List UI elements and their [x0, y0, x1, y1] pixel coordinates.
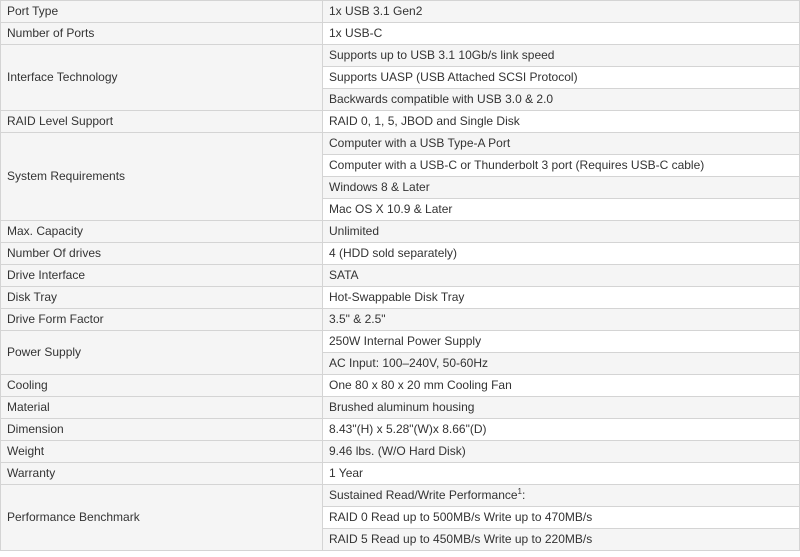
spec-label: Interface Technology — [1, 45, 323, 111]
spec-value: 250W Internal Power Supply — [323, 331, 800, 353]
table-row — [1, 397, 800, 419]
spec-value: 1x USB-C — [323, 23, 800, 45]
spec-value: 3.5" & 2.5" — [323, 309, 800, 331]
table-row — [1, 419, 800, 441]
spec-label: Number Of drives — [1, 243, 323, 265]
table-row — [1, 331, 800, 353]
footnote-suffix: : — [522, 488, 526, 502]
footnote-marker: 1 — [517, 487, 522, 496]
table-row — [1, 309, 800, 331]
table-row — [1, 243, 800, 265]
spec-table-body — [1, 1, 800, 551]
spec-value: Hot-Swappable Disk Tray — [323, 287, 800, 309]
spec-value: 1 Year — [323, 463, 800, 485]
table-row — [1, 23, 800, 45]
spec-value-text: Sustained Read/Write Performance — [329, 488, 518, 502]
spec-value: Computer with a USB-C or Thunderbolt 3 port (Requires USB-C cable) — [323, 155, 800, 177]
table-row — [1, 133, 800, 155]
table-row — [1, 485, 800, 507]
spec-label: Cooling — [1, 375, 323, 397]
spec-value: Supports up to USB 3.1 10Gb/s link speed — [323, 45, 800, 67]
table-row — [1, 375, 800, 397]
table-row — [1, 1, 800, 23]
table-row — [1, 463, 800, 485]
spec-value: Backwards compatible with USB 3.0 & 2.0 — [323, 89, 800, 111]
spec-label: Drive Interface — [1, 265, 323, 287]
spec-value: Computer with a USB Type-A Port — [323, 133, 800, 155]
spec-label: Disk Tray — [1, 287, 323, 309]
spec-value: Supports UASP (USB Attached SCSI Protocol) — [323, 67, 800, 89]
spec-label: Material — [1, 397, 323, 419]
spec-value: 9.46 lbs. (W/O Hard Disk) — [323, 441, 800, 463]
spec-label: System Requirements — [1, 133, 323, 221]
table-row — [1, 287, 800, 309]
spec-value: Mac OS X 10.9 & Later — [323, 199, 800, 221]
table-row — [1, 221, 800, 243]
spec-value: 8.43"(H) x 5.28"(W)x 8.66"(D) — [323, 419, 800, 441]
spec-label: Port Type — [1, 1, 323, 23]
spec-value: AC Input: 100–240V, 50-60Hz — [323, 353, 800, 375]
spec-label: Max. Capacity — [1, 221, 323, 243]
spec-value: 4 (HDD sold separately) — [323, 243, 800, 265]
spec-label: Weight — [1, 441, 323, 463]
spec-value: RAID 0, 1, 5, JBOD and Single Disk — [323, 111, 800, 133]
spec-value: 1x USB 3.1 Gen2 — [323, 1, 800, 23]
spec-value: Unlimited — [323, 221, 800, 243]
spec-value: RAID 0 Read up to 500MB/s Write up to 470MB/s — [323, 507, 800, 529]
spec-value: Windows 8 & Later — [323, 177, 800, 199]
spec-label: Power Supply — [1, 331, 323, 375]
spec-value: Brushed aluminum housing — [323, 397, 800, 419]
spec-value: RAID 5 Read up to 450MB/s Write up to 220MB/s — [323, 529, 800, 551]
spec-label: Warranty — [1, 463, 323, 485]
spec-label: Performance Benchmark — [1, 485, 323, 551]
spec-value: SATA — [323, 265, 800, 287]
table-row — [1, 45, 800, 67]
spec-value — [323, 485, 800, 507]
table-row — [1, 265, 800, 287]
spec-label: Dimension — [1, 419, 323, 441]
spec-label: Drive Form Factor — [1, 309, 323, 331]
table-row — [1, 441, 800, 463]
spec-value: One 80 x 80 x 20 mm Cooling Fan — [323, 375, 800, 397]
table-row — [1, 111, 800, 133]
spec-label: RAID Level Support — [1, 111, 323, 133]
spec-label: Number of Ports — [1, 23, 323, 45]
